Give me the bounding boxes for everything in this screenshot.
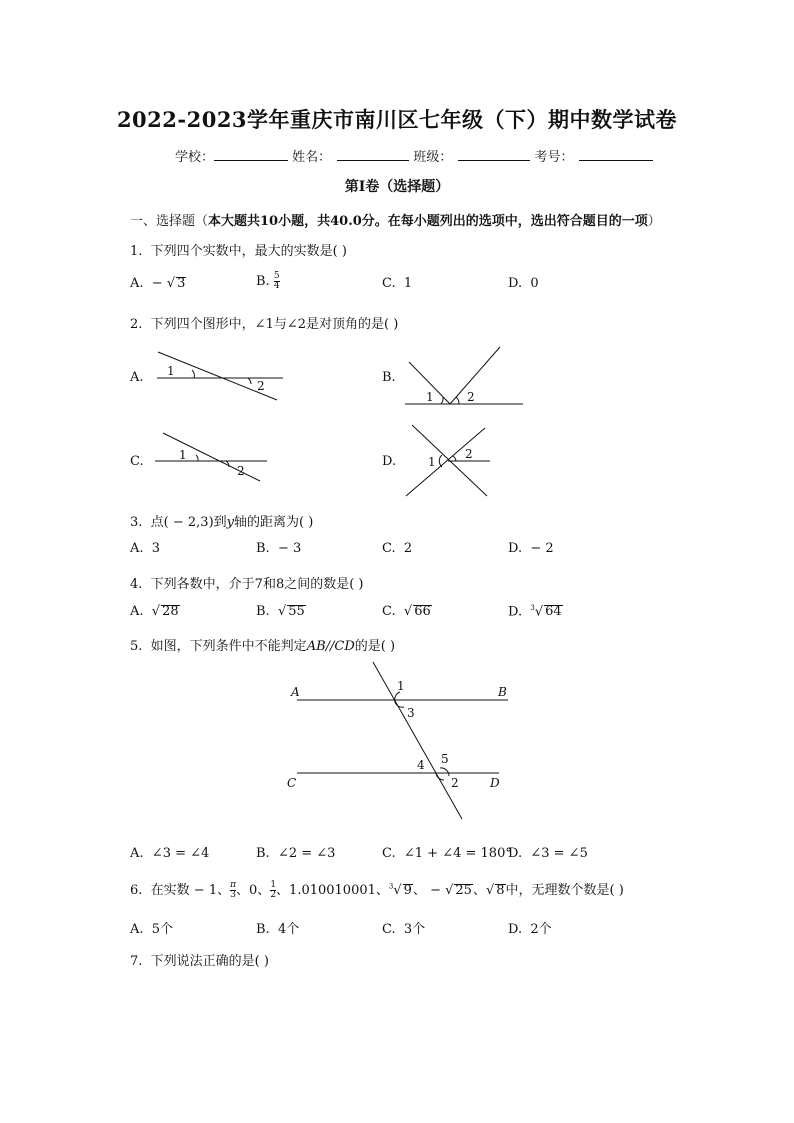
q7-number: 7.: [130, 954, 143, 969]
q5-condition: AB//CD: [306, 639, 355, 654]
option-value: ∠3 = ∠5: [530, 846, 588, 861]
q5-text: 如图，下列条件中不能判定: [150, 639, 307, 654]
q3-option-c: [382, 541, 412, 556]
question-5: [130, 635, 395, 654]
q2-text: 下列四个图形中，∠1与∠2是对顶角的是( ): [150, 317, 399, 332]
q5-point-a: A: [291, 685, 300, 699]
option-label: D.: [508, 541, 523, 556]
name-label: 姓名：: [292, 150, 332, 165]
q5-point-d: D: [490, 776, 500, 790]
numerator: 1: [270, 880, 277, 890]
option-value: ∠3 = ∠4: [151, 846, 210, 861]
part-rule: 本大题共10小题，共40.0分。在每小题列出的选项中，选出符合题目的一项: [208, 214, 648, 229]
q5-angle-1: 1: [397, 679, 405, 693]
q6-option-c: [382, 918, 425, 937]
q5-option-a: [130, 846, 209, 861]
q4-option-a: A. √ 28: [130, 604, 179, 619]
name-blank: [337, 148, 409, 161]
radicand: 28: [162, 604, 179, 619]
q1-number: 1.: [130, 244, 143, 259]
q1-b-fraction: [274, 272, 280, 291]
q2-option-d-label: D.: [382, 454, 397, 469]
q5-option-d: [508, 846, 588, 861]
q6-number: 6.: [130, 883, 143, 898]
option-label: C.: [382, 604, 396, 619]
number-label: 考号：: [534, 150, 574, 165]
q5-point-c: C: [287, 776, 297, 790]
q2c-angle-1: 1: [179, 448, 187, 462]
option-value: ∠2 = ∠3: [277, 846, 336, 861]
section-heading: 第I卷（选择题）: [344, 179, 450, 195]
student-info-line: [175, 146, 653, 165]
option-label: C.: [382, 922, 396, 937]
denominator: 3: [230, 890, 236, 900]
option-label: A.: [130, 276, 144, 291]
option-label: D.: [508, 922, 523, 937]
q6-text-5: 、: [472, 883, 486, 898]
radicand: 8: [496, 883, 505, 898]
option-label: A.: [130, 922, 144, 937]
option-label: A.: [130, 604, 144, 619]
q3-option-d: [508, 541, 554, 556]
q3-text2: 轴的距离为( ): [234, 515, 314, 530]
option-label: D.: [508, 846, 523, 861]
option-label: C.: [382, 541, 396, 556]
q3-axis: y: [226, 515, 235, 530]
q4-option-d: D. $^3$√ 64: [508, 604, 562, 620]
q5-option-c: [382, 846, 512, 861]
radicand: 64: [545, 604, 562, 620]
option-value: 2: [403, 541, 413, 556]
q5-number: 5.: [130, 639, 143, 654]
numerator: 5: [273, 271, 280, 281]
denominator: 2: [270, 890, 277, 900]
radicand: 25: [455, 883, 472, 898]
q6-option-b: [256, 918, 299, 937]
option-label: B.: [256, 274, 270, 289]
q2d-angle-2: 2: [465, 447, 473, 461]
question-3: [130, 511, 313, 530]
part-heading: [130, 210, 661, 229]
q1-option-b: [256, 272, 280, 291]
q5-angle-2: 2: [451, 776, 459, 790]
q5-option-b: [256, 846, 335, 861]
school-label: 学校：: [175, 150, 215, 165]
radicand: 55: [288, 604, 305, 619]
q2-option-c-label: C.: [130, 454, 144, 469]
q3-option-b: [256, 541, 301, 556]
q1-option-c: [382, 276, 412, 291]
q2b-angle-2: 2: [467, 390, 475, 404]
q2-option-b-label: B.: [382, 370, 396, 385]
option-label: C.: [382, 846, 396, 861]
q1-option-a: A. − √ 3: [130, 276, 186, 291]
page-title: 2022-2023学年重庆市南川区七年级（下）期中数学试卷: [116, 107, 678, 132]
number-blank: [579, 148, 653, 161]
option-value: 3个: [403, 922, 426, 937]
option-label: C.: [382, 276, 396, 291]
q3-number: 3.: [130, 515, 143, 530]
part-prefix: 一、选择题（: [130, 214, 209, 229]
option-label: B.: [256, 541, 270, 556]
q1-option-d: [508, 276, 539, 291]
school-blank: [214, 148, 288, 161]
q4-option-b: B. √ 55: [256, 604, 305, 619]
class-blank: [458, 148, 530, 161]
q2d-angle-1: 1: [428, 455, 436, 469]
option-label: A.: [130, 541, 144, 556]
q2a-angle-1: 1: [167, 364, 175, 378]
q6-text-4: 、 −: [412, 883, 446, 898]
numerator: π: [230, 880, 237, 890]
question-7: [130, 950, 269, 969]
question-2: [130, 313, 398, 332]
q5-point-b: B: [498, 685, 507, 699]
q1-a-radicand: 3: [177, 276, 186, 291]
q2b-angle-1: 1: [426, 390, 434, 404]
option-label: D.: [508, 604, 523, 620]
q6-text-6: 中，无理数个数是( ): [505, 883, 624, 898]
q1-text: 下列四个实数中，最大的实数是( ): [150, 244, 347, 259]
q5-angle-4: 4: [417, 758, 425, 772]
option-label: B.: [256, 922, 270, 937]
q2-option-a-label: A.: [130, 370, 144, 385]
option-label: A.: [130, 846, 144, 861]
q2-number: 2.: [130, 317, 143, 332]
root-index: 3: [530, 604, 535, 612]
q6-text-3: 、1.010010001、: [276, 883, 389, 898]
part-suffix: ）: [647, 214, 661, 229]
q2a-angle-2: 2: [257, 379, 265, 393]
question-4: [130, 573, 364, 592]
q1-a-sign: −: [151, 276, 167, 291]
option-value: ∠1 + ∠4 = 180°: [403, 846, 512, 861]
option-value: 4个: [277, 922, 300, 937]
root-index: 3: [388, 882, 394, 891]
option-label: B.: [256, 846, 270, 861]
q6-option-a: [130, 918, 173, 937]
radicand: 66: [414, 604, 431, 619]
option-value: 0: [530, 276, 539, 291]
q3-text: 点( − 2,3)到: [150, 515, 227, 530]
q3-option-a: [130, 541, 160, 556]
option-value: − 2: [530, 541, 554, 556]
q5-angle-5: 5: [441, 752, 449, 766]
q6-option-d: [508, 918, 552, 937]
class-label: 班级：: [413, 150, 453, 165]
option-label: B.: [256, 604, 270, 619]
option-value: 5个: [151, 922, 174, 937]
q2c-angle-2: 2: [237, 464, 245, 478]
q4-text: 下列各数中，介于7和8之间的数是( ): [150, 577, 364, 592]
option-value: 1: [403, 276, 413, 291]
q4-number: 4.: [130, 577, 143, 592]
question-1: [130, 240, 347, 259]
q4-option-c: C. √ 66: [382, 604, 431, 619]
option-value: − 3: [277, 541, 302, 556]
q7-text: 下列说法正确的是( ): [150, 954, 269, 969]
question-6: 6. 在实数 − 1、 $\frac{\pi}{3}$ 、0、 $\frac{1}{2}$ 、1.010010001、$^3$√ 9、 − √ 25、√ 8中，无理数个数是( ): [130, 880, 624, 900]
q5-angle-3: 3: [407, 706, 415, 720]
option-value: 3: [151, 541, 161, 556]
q5-text2: 的是( ): [354, 639, 396, 654]
option-label: D.: [508, 276, 523, 291]
radicand: 9: [403, 883, 412, 898]
denominator: 4: [273, 281, 280, 291]
option-value: 2个: [530, 922, 552, 937]
q6-text-2: 、0、: [236, 883, 271, 898]
q6-text-1: 在实数 − 1、: [150, 883, 231, 898]
